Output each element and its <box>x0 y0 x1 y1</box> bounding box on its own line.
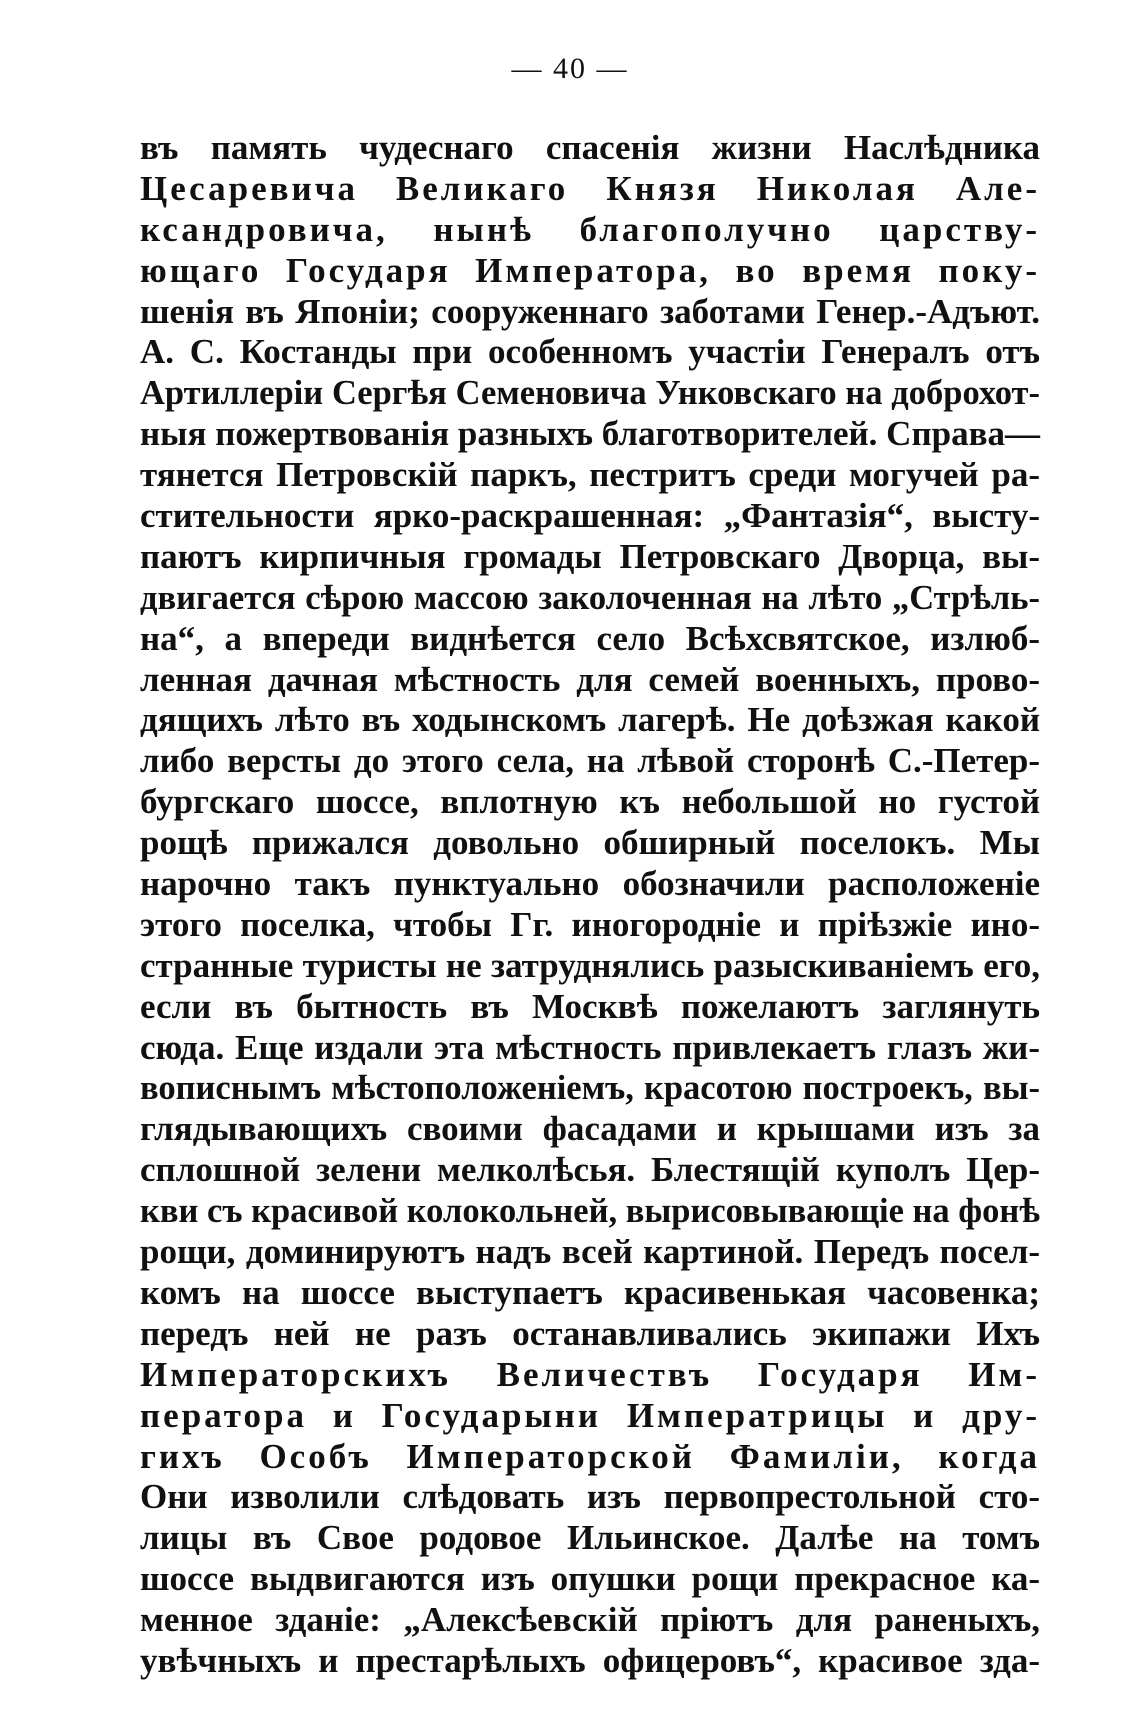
text-line: Они изволили слѣдовать изъ первопрестольной сто- <box>140 1477 1040 1517</box>
text-line: ющаго Государя Императора, во время поку- <box>140 250 1040 290</box>
text-line: Императорскихъ Величествъ Государя Им- <box>140 1354 1040 1394</box>
text-line: рощѣ прижался довольно обширный поселокъ. Мы <box>140 823 1040 863</box>
text-line: стительности ярко-раскрашенная: „Фантазія“, высту- <box>140 496 1040 536</box>
text-line: шоссе выдвигаются изъ опушки рощи прекрасное ка- <box>140 1559 1040 1599</box>
text-line: ператора и Государыни Императрицы и дру- <box>140 1395 1040 1435</box>
text-line: дящихъ лѣто въ ходынскомъ лагерѣ. Не доѣзжая какой <box>140 700 1040 740</box>
text-line: нарочно такъ пунктуально обозначили расположеніе <box>140 864 1040 904</box>
text-line: сюда. Еще издали эта мѣстность привлекаетъ глазъ жи- <box>140 1027 1040 1067</box>
text-line: тянется Петровскій паркъ, пестритъ среди могучей ра- <box>140 455 1040 495</box>
text-line: шенія въ Японіи; сооруженнаго заботами Генер.-Адъют. <box>140 291 1040 331</box>
text-line: кви съ красивой колокольней, вырисовывающіе на фонѣ <box>140 1192 1040 1231</box>
text-line: въ память чудеснаго спасенія жизни Наслѣдника <box>140 128 1040 167</box>
text-line: ленная дачная мѣстность для семей военныхъ, прово- <box>140 659 1040 699</box>
text-line: передъ ней не разъ останавливались экипажи Ихъ <box>140 1313 1040 1353</box>
text-line: рощи, доминируютъ надъ всей картиной. Передъ посел- <box>140 1232 1040 1272</box>
body-text <box>140 128 1040 1682</box>
text-line: Цесаревича Великаго Князя Николая Але- <box>140 168 1040 208</box>
text-line: либо версты до этого села, на лѣвой сторонѣ С.-Петер- <box>140 741 1040 781</box>
text-line: глядывающихъ своими фасадами и крышами изъ за <box>140 1109 1040 1149</box>
page-number: — 40 — <box>511 52 629 85</box>
text-line: на“, а впереди виднѣется село Всѣхсвятское, излюб- <box>140 618 1040 658</box>
text-line: если въ бытность въ Москвѣ пожелаютъ заглянуть <box>140 986 1040 1026</box>
text-line: увѣчныхъ и престарѣлыхъ офицеровъ“, красивое зда- <box>140 1640 1040 1680</box>
text-line: менное зданіе: „Алексѣевскій пріютъ для раненыхъ, <box>140 1600 1040 1640</box>
text-line: ныя пожертвованія разныхъ благотворителей. Справа— <box>140 414 1040 454</box>
text-line: этого поселка, чтобы Гг. иногородніе и пріѣзжіе ино- <box>140 904 1040 944</box>
text-line: бургскаго шоссе, вплотную къ небольшой но густой <box>140 782 1040 822</box>
text-line: А. С. Костанды при особенномъ участіи Генералъ отъ <box>140 332 1040 372</box>
text-line: гихъ Особъ Императорской Фамиліи, когда <box>140 1436 1040 1476</box>
text-line: сплошной зелени мелколѣсья. Блестящій куполъ Цер- <box>140 1150 1040 1190</box>
text-line: комъ на шоссе выступаетъ красивенькая часовенка; <box>140 1272 1040 1312</box>
text-line: Артиллеріи Сергѣя Семеновича Унковскаго на доброхот- <box>140 374 1040 413</box>
text-line: двигается сѣрою массою заколоченная на лѣто „Стрѣль- <box>140 578 1040 617</box>
text-line: ксандровича, нынѣ благополучно царству- <box>140 209 1040 249</box>
text-line: вописнымъ мѣстоположеніемъ, красотою построекъ, вы- <box>140 1069 1040 1108</box>
text-line: странные туристы не затруднялись разыскиваніемъ его, <box>140 945 1040 985</box>
text-line: лицы въ Свое родовое Ильинское. Далѣе на томъ <box>140 1518 1040 1558</box>
text-line: паютъ кирпичныя громады Петровскаго Дворца, вы- <box>140 536 1040 576</box>
